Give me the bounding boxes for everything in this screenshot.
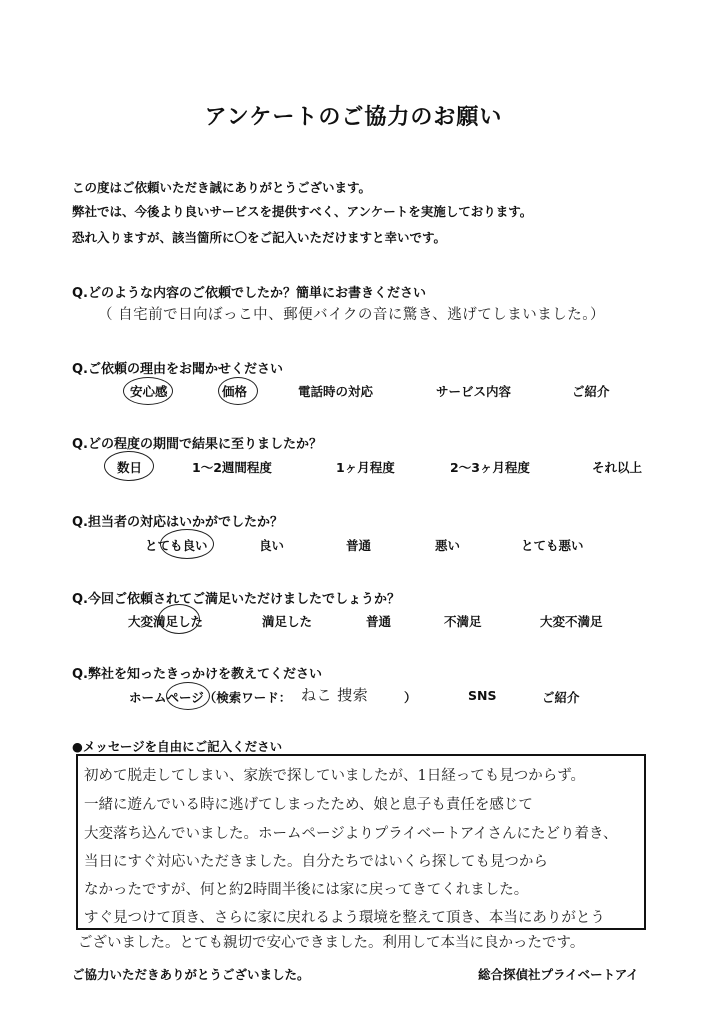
option-sns[interactable]: SNS xyxy=(468,688,497,703)
option-anshinkan[interactable]: 安心感 xyxy=(130,384,168,399)
message-line-3: 大変落ち込んでいました。ホームページよりプライベートアイさんにたどり着き、 xyxy=(84,826,618,842)
message-heading: ●メッセージを自由にご記入ください xyxy=(72,739,283,754)
footer-thanks: ご協力いただきありがとうございました。 xyxy=(72,967,310,982)
option-goshoukai-found[interactable]: ご紹介 xyxy=(542,690,580,705)
option-taihen-manzoku[interactable]: 大変満足した xyxy=(128,614,204,629)
intro-line-3: 恐れ入りますが、該当箇所に〇をご記入いただけますと幸いです。 xyxy=(72,230,447,245)
question-satisfaction: Q.今回ご依頼されてご満足いただけましたでしょうか？ xyxy=(72,592,400,607)
option-futsuu[interactable]: 普通 xyxy=(346,538,372,553)
message-line-6: すぐ見つけて頂き、さらに家に戻れるよう環境を整えて頂き、本当にありがとう xyxy=(84,910,605,926)
intro-line-1: この度はご依頼いただき誠にありがとうございます。 xyxy=(72,180,372,195)
option-1-2-weeks[interactable]: 1～2週間程度 xyxy=(192,460,272,475)
footer-company: 総合探偵社プライベートアイ xyxy=(478,967,639,982)
question-staff-response: Q.担当者の対応はいかがでしたか？ xyxy=(72,515,283,530)
option-homepage[interactable]: ホームページ（検索ワード： xyxy=(129,690,292,705)
option-2-3-months[interactable]: 2～3ヶ月程度 xyxy=(450,460,530,475)
option-futsuu-satisfaction[interactable]: 普通 xyxy=(366,614,392,629)
handwritten-search-word: ねこ 捜索 xyxy=(301,686,369,704)
message-line-4: 当日にすぐ対応いただきました。自分たちではいくら探しても見つから xyxy=(84,854,548,870)
message-line-5: なかったですが、何と約2時間半後には家に戻ってきてくれました。 xyxy=(84,882,529,898)
option-kakaku[interactable]: 価格 xyxy=(222,384,248,399)
option-yoi[interactable]: 良い xyxy=(259,538,285,553)
intro-line-2: 弊社では、今後より良いサービスを提供すべく、アンケートを実施しております。 xyxy=(72,204,533,219)
option-warui[interactable]: 悪い xyxy=(435,538,461,553)
message-line-1: 初めて脱走してしまい、家族で探していましたが、1日経っても見つからず。 xyxy=(84,768,586,784)
option-taihen-fumanzoku[interactable]: 大変不満足 xyxy=(540,614,603,629)
option-1-month[interactable]: 1ヶ月程度 xyxy=(336,460,395,475)
option-totemo-yoi[interactable]: とても良い xyxy=(145,538,208,553)
option-suujitsu[interactable]: 数日 xyxy=(117,460,143,475)
question-how-found: Q.弊社を知ったきっかけを教えてください xyxy=(72,667,322,682)
handwritten-answer-request-content: （ 自宅前で日向ぼっこ中、郵便バイクの音に驚き、逃げてしまいました。） xyxy=(98,307,605,323)
option-goshoukai[interactable]: ご紹介 xyxy=(572,384,610,399)
page-title: アンケートのご協力のお願い xyxy=(204,105,503,130)
option-service-naiyou[interactable]: サービス内容 xyxy=(436,384,512,399)
option-homepage-close-paren: ） xyxy=(404,690,417,705)
option-fumanzoku[interactable]: 不満足 xyxy=(444,614,482,629)
option-manzoku[interactable]: 満足した xyxy=(262,614,313,629)
message-line-2: 一緒に遊んでいる時に逃げてしまったため、娘と息子も責任を感じて xyxy=(84,797,533,813)
question-duration: Q.どの程度の期間で結果に至りましたか？ xyxy=(72,437,322,452)
question-reason: Q.ご依頼の理由をお聞かせください xyxy=(72,362,283,377)
question-request-content: Q.どのような内容のご依頼でしたか？簡単にお書きください xyxy=(72,286,426,301)
message-line-7: ございました。とても親切で安心できました。利用して本当に良かったです。 xyxy=(78,935,585,951)
option-longer[interactable]: それ以上 xyxy=(592,460,643,475)
option-totemo-warui[interactable]: とても悪い xyxy=(521,538,584,553)
option-denwa-taiou[interactable]: 電話時の対応 xyxy=(298,384,374,399)
